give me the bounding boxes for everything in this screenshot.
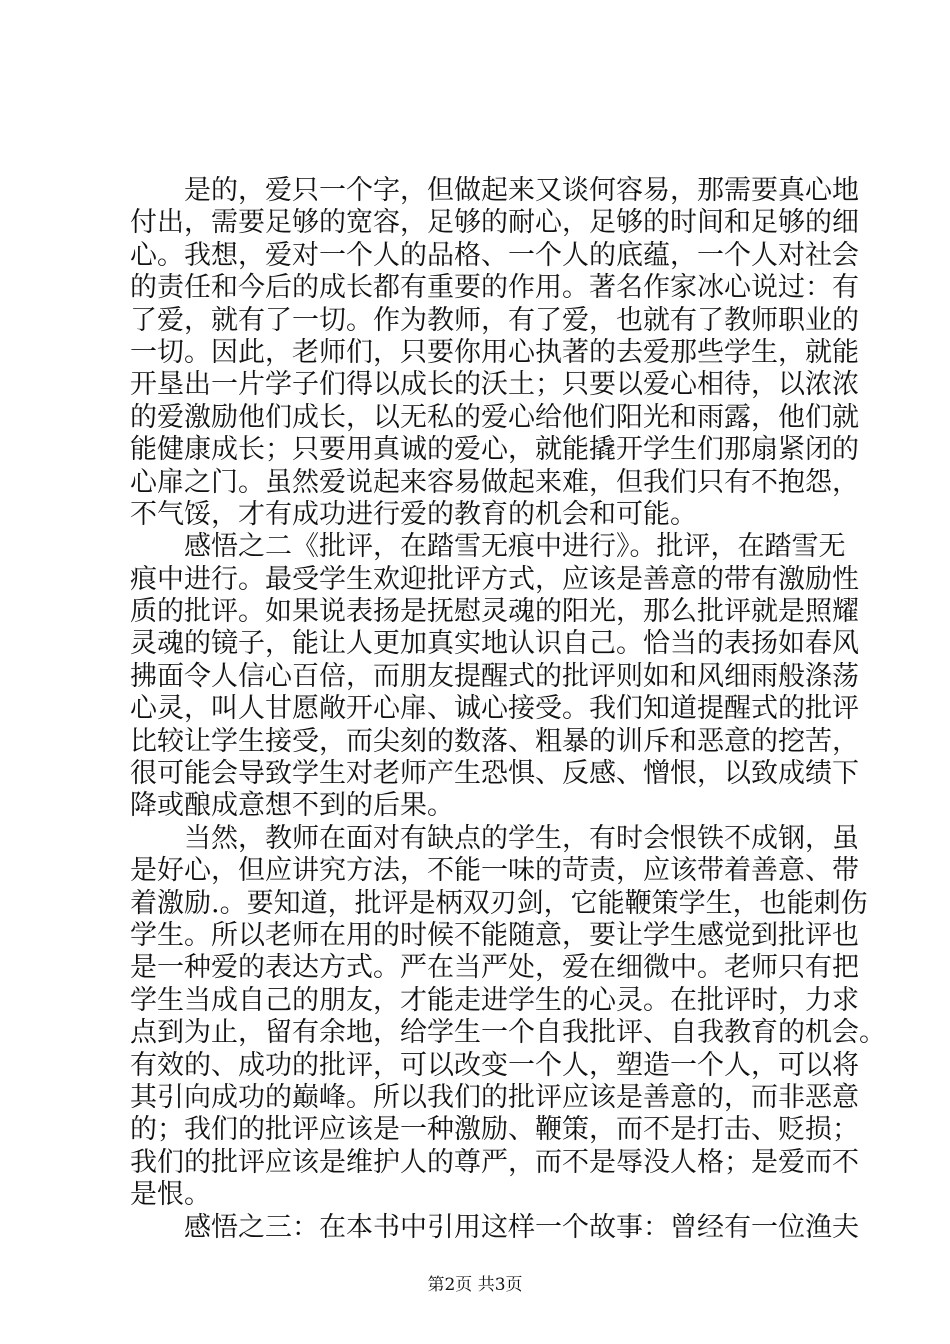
text-line: 的责任和今后的成长都有重要的作用。著名作家冰心说过：有 [130,272,859,304]
text-line: 心扉之门。虽然爱说起来容易做起来难，但我们只有不抱怨， [130,466,859,498]
text-line: 拂面令人信心百倍，而朋友提醒式的批评则如和风细雨般涤荡 [130,660,859,692]
text-line: 是的，爱只一个字，但做起来又谈何容易，那需要真心地 [184,175,859,206]
text-line: 当然，教师在面对有缺点的学生，有时会恨铁不成钢，虽 [184,822,859,854]
page-footer: 第2页 共3页 [427,1275,523,1295]
text-line: 一切。因此，老师们，只要你用心执著的去爱那些学生，就能 [130,336,859,368]
text-line: 学生当成自己的朋友，才能走进学生的心灵。在批评时，力求 [130,984,859,1016]
text-line: 不气馁，才有成功进行爱的教育的机会和可能。 [130,498,697,530]
text-line: 感悟之二《批评，在踏雪无痕中进行》。批评，在踏雪无 [184,531,846,563]
text-line: 心灵，叫人甘愿敞开心扉、诚心接受。我们知道提醒式的批评 [130,693,859,725]
text-line: 是一种爱的表达方式。严在当严处，爱在细微中。老师只有把 [130,952,859,984]
text-line: 我们的批评应该是维护人的尊严，而不是辱没人格；是爱而不 [130,1146,859,1178]
text-line: 付出，需要足够的宽容，足够的耐心，足够的时间和足够的细 [130,207,859,239]
text-line: 的爱激励他们成长，以无私的爱心给他们阳光和雨露，他们就 [130,401,859,433]
text-line: 质的批评。如果说表扬是抚慰灵魂的阳光，那么批评就是照耀 [130,596,859,628]
body-text [130,175,886,1244]
text-line: 着激励.。要知道，批评是柄双刃剑，它能鞭策学生，也能刺伤 [130,887,868,919]
text-line: 点到为止，留有余地，给学生一个自我批评、自我教育的机会。 [130,1017,886,1049]
text-line: 是恨。 [130,1179,211,1211]
text-line: 是好心，但应讲究方法，不能一味的苛责，应该带着善意、带 [130,855,859,887]
text-line: 比较让学生接受，而尖刻的数落、粗暴的训斥和恶意的挖苦， [130,725,859,757]
text-line: 了爱，就有了一切。作为教师，有了爱，也就有了教师职业的 [130,304,859,336]
text-line: 很可能会导致学生对老师产生恐惧、反感、憎恨，以致成绩下 [130,758,859,790]
text-line: 有效的、成功的批评，可以改变一个人，塑造一个人，可以将 [130,1049,859,1081]
text-line: 心。我想，爱对一个人的品格、一个人的底蕴，一个人对社会 [130,239,859,271]
text-line: 感悟之三：在本书中引用这样一个故事：曾经有一位渔夫 [184,1211,859,1243]
text-line: 灵魂的镜子，能让人更加真实地认识自己。恰当的表扬如春风 [130,628,859,660]
text-line: 其引向成功的巅峰。所以我们的批评应该是善意的，而非恶意 [130,1081,859,1113]
text-line: 降或酿成意想不到的后果。 [130,790,454,822]
text-line: 痕中进行。最受学生欢迎批评方式，应该是善意的带有激励性 [130,563,859,595]
text-line: 能健康成长；只要用真诚的爱心，就能撬开学生们那扇紧闭的 [130,434,859,466]
text-line: 开垦出一片学子们得以成长的沃土；只要以爱心相待，以浓浓 [130,369,859,401]
text-line: 学生。所以老师在用的时候不能随意，要让学生感觉到批评也 [130,919,859,951]
text-line: 的；我们的批评应该是一种激励、鞭策，而不是打击、贬损； [130,1114,859,1146]
